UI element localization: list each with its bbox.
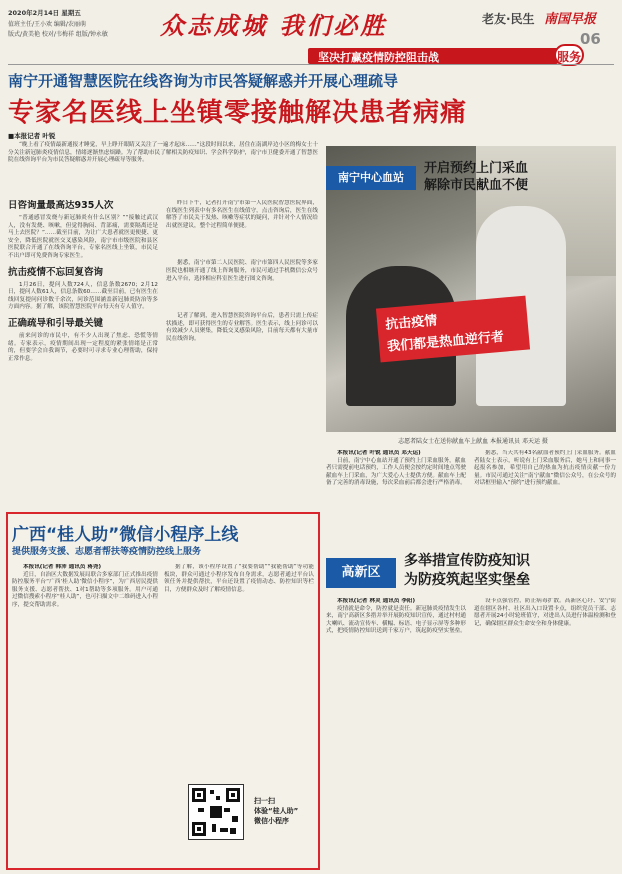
masthead [8, 6, 614, 64]
paper-logo: 南国早报 [544, 12, 597, 27]
guizhu-col2-text: 据了解，该小程序设置了“我要帮助”“我能帮助”等功能板块，群众可通过小程序发布自身需求，志愿者通过平台认领任务并提供帮扶，平台还设置了疫情动态、防控知识等栏目，方便群众及时了解疫情信息。 [164, 564, 314, 593]
lead-intro-text: “晚上看了疫情最新通报才睡觉，早上睁开眼睛又关注了一遍才起床……”这段时间以来，居住在南湖岸边小区的梅女士十分关注新冠肺炎疫情信息，情绪逐渐焦虑烦躁。为了帮助市民了解相关防疫知识、学会科学防护，南宁市卫健委开通了智慧医院在线咨询平台为市民答疑解惑并开展心理疏导等服务。 [8, 142, 318, 164]
gaoxin-tag-text: 高新区 [341, 565, 381, 580]
qr-caption-1: 扫一扫 [254, 797, 275, 805]
guizhu-byline: 本报讯(记者 韩沛 通讯员 蒋尧) [23, 564, 102, 570]
qr-caption [254, 796, 298, 826]
guizhu-column-2 [164, 564, 314, 764]
guizhu-box [6, 512, 320, 870]
gaoxin-title [404, 552, 614, 590]
topic-tag-text: 服务 [556, 50, 581, 64]
lead-col1-p1: “普通感冒发烧与新冠肺炎有什么区别？”“接触过武汉人，没有发烧、咳嗽，但觉得胸闷、背部痛，需要隔离还是马上去医院？”……截至目前，为让广大患者就医更便捷、更安全，降低医院就医交叉感染风险，南宁市市级医院和县区医院联合开通了在线咨询平台，专家名医线上坐镇，市民足不出户即可免费咨询专家医生。 [8, 215, 158, 259]
qr-caption-2: 体验“桂人助” [254, 807, 299, 815]
blood-title [424, 160, 614, 194]
date-line: 2020年2月14日 星期五 [8, 9, 81, 17]
lead-kicker: 南宁开通智慧医院在线咨询为市民答疑解惑并开展心理疏导 [8, 72, 399, 90]
lead-column-2 [166, 200, 318, 480]
lead-column-1 [8, 200, 158, 500]
gaoxin-col1-text: 疫情就是命令，防控就是责任。新冠肺炎疫情发生以来，南宁高新区多措并举开展防疫知识宣传，通过村村通大喇叭、流动宣传车、横幅、标语、电子显示屏等多种形式，把疫情防控知识送到千家万户，筑起防疫坚实堡垒。 [326, 605, 466, 635]
lead-col1-p2: 1月26日，提问人数724人，信息条数2670；2月12日，提问人数61人，信息条数60……截至目前，已有医生在线回复提问问诊数千余次，问诊范围涵盖新冠肺炎防治等多方面内容。据了解，该院智慧医院平台每天有专人值守。 [8, 281, 158, 311]
header-rule [8, 64, 614, 65]
blood-title-2: 解除市民献血不便 [424, 178, 529, 193]
blood-tag [326, 166, 416, 190]
qr-code[interactable] [188, 784, 244, 840]
qr-caption-3: 微信小程序 [254, 817, 289, 825]
subhead-2: 抗击疫情不忘回复咨询 [8, 266, 104, 278]
photo-banner-line-1: 抗击疫情 [384, 313, 438, 333]
gaoxin-tag [326, 558, 396, 588]
topic-banner-text: 坚决打赢疫情防控阻击战 [318, 51, 439, 64]
guizhu-subtitle: 提供服务支援、志愿者帮扶等疫情防控线上服务 [12, 547, 202, 557]
slogan: 众志成城 我们必胜 [160, 11, 388, 40]
qr-code-pattern [192, 788, 240, 836]
subhead-1: 日咨询量最高达935人次 [8, 200, 114, 211]
lead-col2-p1: 昨日下午，记者打开南宁市第一人民医院智慧医院界面，在线医生列表中有多名医生在线值守，点击咨询后，医生在线解答了市民关于发热、咳嗽等症状的疑问，并针对个人情况给出就医建议，整个过程简单便捷。 [166, 200, 318, 229]
gaoxin-column-2 [474, 598, 616, 868]
editor-line: 值班主任/王小欢 编辑/农丽萌 [8, 21, 86, 28]
gaoxin-col2-text: 设卡点强管控，防止病毒扩散。高新区心圩、安宁街道在辖区各村、社区出入口设置卡点，组织党员干部、志愿者开展24小时轮班值守，对进出人员进行体温检测和登记，确保辖区群众生命安全和身体健康。 [474, 598, 616, 627]
design-line: 版式/黄美艳 校对/韦梅祥 组版/钟永敏 [8, 31, 108, 38]
guizhu-col1-text: 近日，自治区大数据发展局联合多家部门正式推出疫情防控服务平台“广西‘桂人助’微信小程序”，为广西居民提供服务支援、志愿者帮扶、1对1帮助等多项服务。用户可通过微信搜索小程序“桂人助”，也可扫描文中二维码进入小程序，提交帮助需求。 [12, 571, 158, 608]
photo-banner-line-2: 我们都是热血逆行者 [386, 329, 505, 355]
lead-col2-p3: 记者了解到，进入智慧医院咨询平台后，患者只需上传症状描述，即可获得医生的专业解答。医生表示，线上问诊可以有效减少人员聚集，降低交叉感染风险，目前每天都有大量市民在线咨询。 [166, 313, 318, 342]
gaoxin-title-2: 为防疫筑起坚实堡垒 [404, 572, 530, 588]
page-number: 06 [580, 30, 601, 48]
blood-tag-text: 南宁中心血站 [338, 171, 404, 184]
photo-caption: 志愿者陆女士在送你献血车上献血 本报通讯员 邓天运 摄 [398, 438, 548, 445]
lead-byline: ■本报记者 叶锐 [8, 132, 56, 140]
topic-tag [554, 44, 584, 66]
gaoxin-byline: 本报讯(记者 林灵 通讯员 李阳) [337, 598, 416, 604]
blood-title-1: 开启预约上门采血 [424, 161, 529, 176]
guizhu-column-1 [12, 564, 158, 864]
lead-headline: 专家名医线上坐镇零接触解决患者病痛 [8, 98, 468, 128]
section-name: 老友·民生 [482, 12, 535, 26]
blood-column-1 [326, 450, 466, 550]
lead-col2-p2: 据悉，南宁市第二人民医院、南宁市第四人民医院等多家医院也相继开通了线上咨询服务，市民可通过手机微信公众号进入平台，选择相应科室医生进行图文咨询。 [166, 260, 318, 282]
gaoxin-title-1: 多举措宣传防疫知识 [404, 553, 530, 569]
lead-intro [8, 142, 318, 165]
subhead-3: 正确疏导和引导最关键 [8, 317, 104, 329]
guizhu-title: 广西“桂人助”微信小程序上线 [12, 525, 239, 545]
lead-col1-p3: 前来问诊的市民中，有不少人出现了焦虑、恐慌等情绪。专家表示，疫情期间出现一定程度的紧张情绪是正常的，但要学会自我调节，必要时可寻求专业心理帮助，保持正常作息。 [8, 332, 158, 362]
blood-column-2 [474, 450, 616, 550]
blood-byline: 本报讯(记者 叶锐 通讯员 邓天运) [337, 450, 421, 456]
gaoxin-column-1 [326, 598, 466, 868]
topic-banner [308, 48, 558, 64]
blood-col1-text: 日前，南宁中心血站开通了预约上门采血服务，献血者只需提前电话预约，工作人员便会按约定时间地点驾驶献血车上门采血，为广大爱心人士提供方便。献血车上配备了完善的消毒设施，每次采血前后都会进行严格消毒。 [326, 457, 466, 487]
blood-col2-text: 据悉，当天共有43名献血者预约上门采血服务。献血者陆女士表示，听说有上门采血服务后，她马上和同事一起报名参加，希望用自己的热血为抗击疫情贡献一份力量。市民可通过关注“南宁献血”微信公众号，在公众号的对话框里输入“预约”进行预约献血。 [474, 450, 616, 487]
